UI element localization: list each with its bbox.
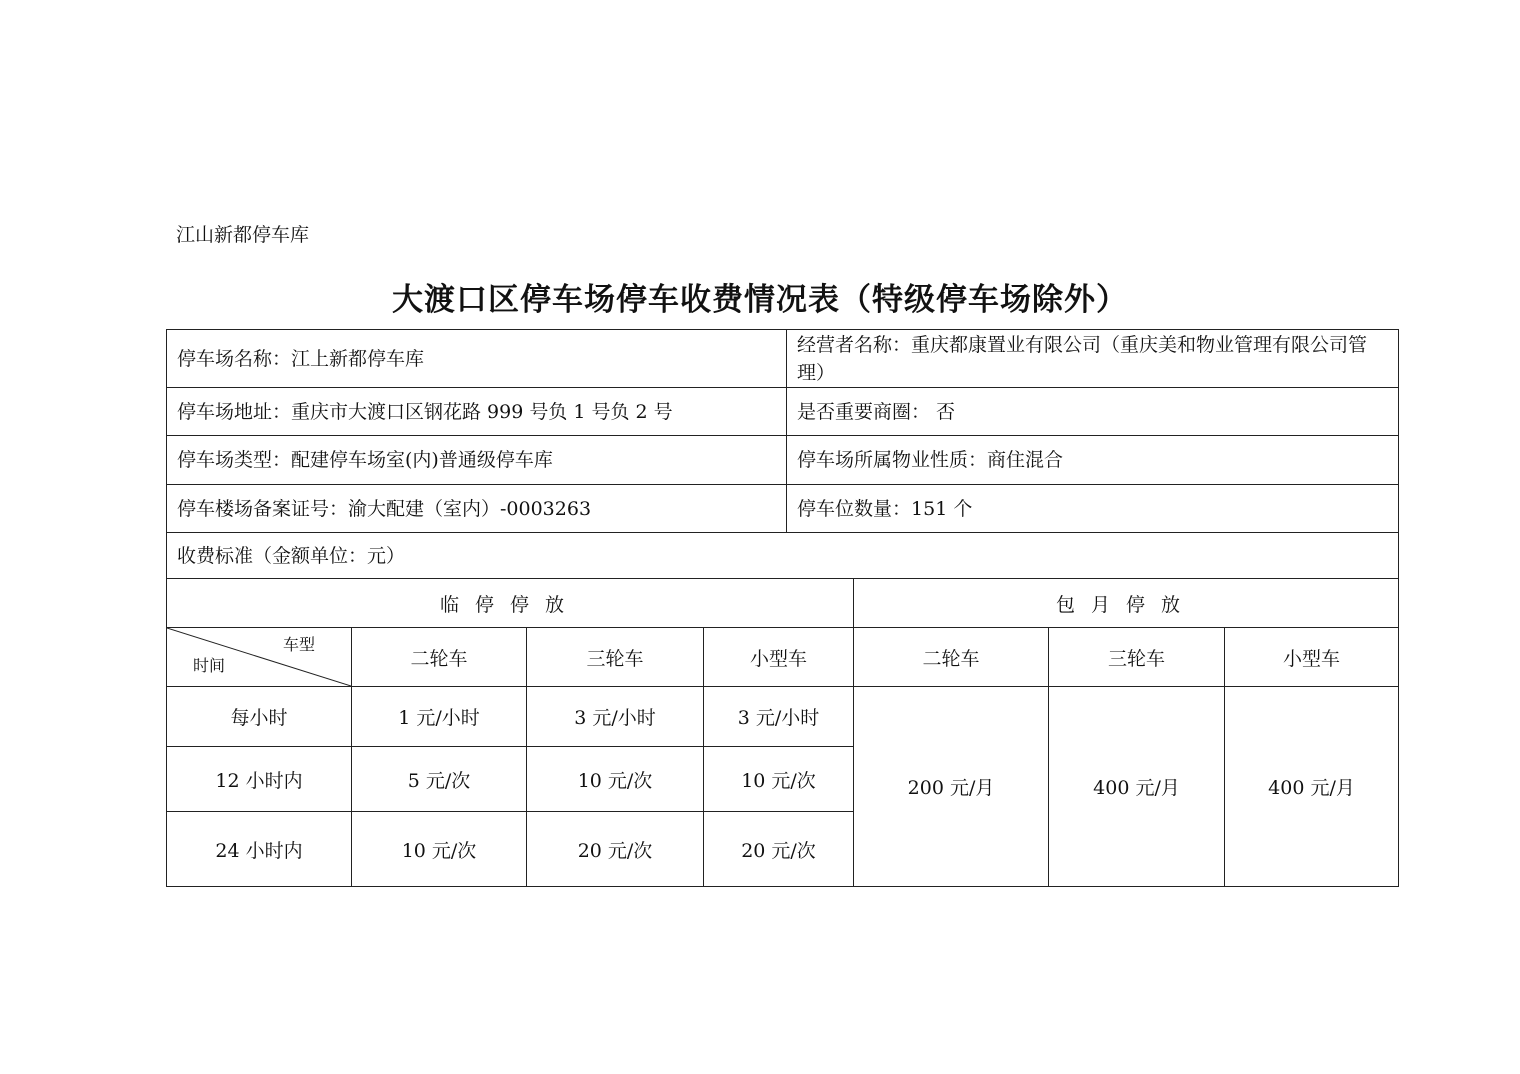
info-row [167, 388, 1399, 436]
temp-three-wheel-header: 三轮车 [527, 628, 704, 687]
table-row [167, 687, 1399, 747]
parking-spaces-cell: 停车位数量：151 个 [787, 485, 1399, 533]
monthly-three-wheel-rate: 400 元/月 [1049, 687, 1225, 887]
temp-small-car-header: 小型车 [704, 628, 854, 687]
rate-cell: 3 元/小时 [527, 687, 704, 747]
rate-cell: 20 元/次 [704, 812, 854, 887]
info-row [167, 485, 1399, 533]
fee-standard-row [167, 533, 1399, 579]
rate-cell: 10 元/次 [527, 747, 704, 812]
period-cell: 24 小时内 [167, 812, 352, 887]
monthly-three-wheel-header: 三轮车 [1049, 628, 1225, 687]
operator-cell: 经营者名称：重庆都康置业有限公司（重庆美和物业管理有限公司管理） [787, 330, 1399, 388]
address-cell: 停车场地址：重庆市大渡口区钢花路 999 号负 1 号负 2 号 [167, 388, 787, 436]
temp-two-wheel-header: 二轮车 [352, 628, 527, 687]
monthly-parking-header: 包月停放 [854, 579, 1399, 628]
period-cell: 12 小时内 [167, 747, 352, 812]
rate-cell: 3 元/小时 [704, 687, 854, 747]
temporary-parking-header: 临停停放 [167, 579, 854, 628]
lot-type-cell: 停车场类型：配建停车场室(内)普通级停车库 [167, 436, 787, 485]
period-cell: 每小时 [167, 687, 352, 747]
key-business-area-cell: 是否重要商圈： 否 [787, 388, 1399, 436]
fee-standard-cell: 收费标准（金额单位：元） [167, 533, 1399, 579]
corner-vehicle-type-label: 车型 [282, 635, 315, 654]
property-nature-cell: 停车场所属物业性质：商住混合 [787, 436, 1399, 485]
monthly-small-car-header: 小型车 [1225, 628, 1399, 687]
monthly-two-wheel-header: 二轮车 [854, 628, 1049, 687]
rate-cell: 5 元/次 [352, 747, 527, 812]
section-header-row [167, 579, 1399, 628]
monthly-small-car-rate: 400 元/月 [1225, 687, 1399, 887]
diagonal-corner-cell [167, 628, 352, 687]
rate-cell: 10 元/次 [352, 812, 527, 887]
record-number-cell: 停车楼场备案证号：渝大配建（室内）-0003263 [167, 485, 787, 533]
vehicle-type-header-row [167, 628, 1399, 687]
rate-cell: 10 元/次 [704, 747, 854, 812]
parking-fee-table [166, 329, 1399, 887]
rate-cell: 20 元/次 [527, 812, 704, 887]
lot-name-cell: 停车场名称：江上新都停车库 [167, 330, 787, 388]
document-title: 大渡口区停车场停车收费情况表（特级停车场除外） [392, 282, 1128, 318]
corner-time-label: 时间 [193, 656, 226, 675]
info-row [167, 330, 1399, 388]
monthly-two-wheel-rate: 200 元/月 [854, 687, 1049, 887]
info-row [167, 436, 1399, 485]
header-note: 江山新都停车库 [176, 224, 310, 246]
rate-cell: 1 元/小时 [352, 687, 527, 747]
